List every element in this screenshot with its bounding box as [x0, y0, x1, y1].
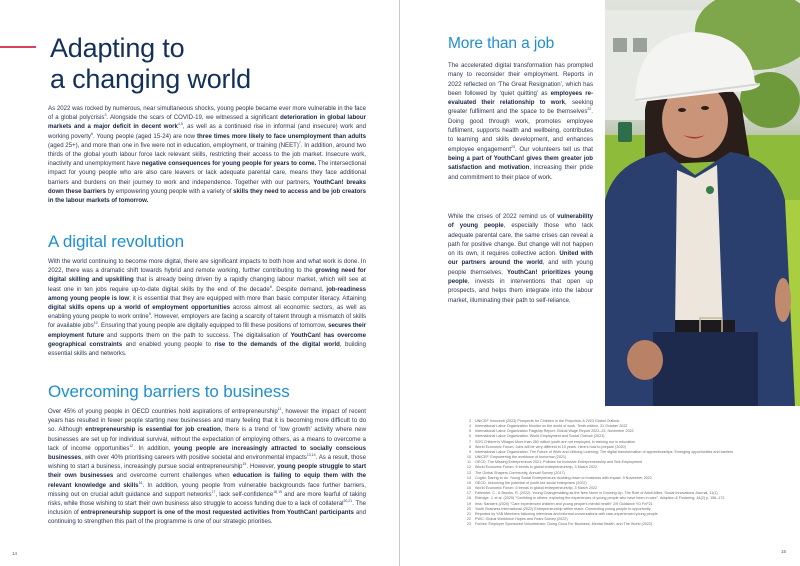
footnote-ref: 9 — [148, 312, 151, 317]
footnote-ref: 12 — [129, 443, 134, 448]
emphasis-text: secures their employment future — [48, 322, 367, 339]
reference-item: 3 UNICEF Innocenti (2023) Prospects for Children in the Polycrisis: A 2023 Global Outlook — [468, 419, 620, 423]
footnote-ref: 3 — [104, 113, 107, 118]
footnote-ref: 13,14 — [306, 452, 316, 457]
emphasis-text: digital skills opens up a world of employment opportunities — [48, 304, 230, 312]
emphasis-text: being a part of YouthCan! gives them greater job satisfaction and motivation — [448, 154, 593, 172]
emphasis-text: rise to the demands of the digital world — [214, 340, 340, 348]
reference-item: 20 Youth Business International (2022) Entrepreneurship within reach: Connecting young people to opportunity — [466, 506, 651, 511]
emphasis-text: entrepreneurship is essential for job creation — [85, 426, 221, 434]
footnote-ref: 6 — [90, 131, 93, 136]
digital-revolution-paragraph: With the world continuing to become more digital, there are significant impacts to both how and what work is done. In 2022, there was a dramatic shift towards hybrid and remote working, further contributing to the growing need for digital skilling and upskilling that is already being driven by a rapidly changing labour market, which will see at least one in ten jobs require up-to-date digital skills by the end of the decade$^8$. Despite demand, job-readiness among young people is low; it is essential that they are equipped with more than basic computer literacy. Attaining digital skills opens up a world of employment opportunities across almost all economic sectors, as well as enabling young people to work online$^9$. However, employers are facing a scarcity of talent through a mismatch of skills for available jobs$^{10}$. Ensuring that young people are digitally equipped to fill these positions of tomorrow, secures their employment future and supports them on the path to success. The digitalisation of YouthCan! has overcome geographical constraints and enabled young people to rise to the demands of the digital world, building essential skills and networks. — [48, 258, 367, 358]
emphasis-text: three times more likely to face unemployment than adults — [197, 132, 367, 140]
right-page — [400, 0, 800, 566]
reference-item: 14 Cogito: Daring to do: Young Social Entrepreneurs doubling down on business with impact, 9 November 2022 — [466, 475, 652, 480]
footnote-ref: 7 — [298, 140, 301, 145]
title-line-1: Adapting to — [50, 33, 185, 63]
footnote-ref: 15 — [242, 462, 247, 467]
reference-item: 13 The Global Shapers Community, Annual Survey (2017) — [466, 470, 565, 475]
page-number-left: 14 — [12, 551, 18, 556]
more-than-a-job-paragraph-1: The accelerated digital transformation has prompted many to reconsider their employment. Reports in 2022 reflected on ‘The Great Resignation’, which has been followed by ‘quiet quitting’ as employees re-evaluated their relationship to work, seeking greater fulfilment and the space to be themselves$^{22}$. Doing good through work, promotes employee fulfilment, supports health and wellbeing, contributes to learning and skills development, and enhances employee engagement$^{23}$. Our volunteers tell us that being a part of YouthCan! gives them greater job satisfaction and motivation, increasing their pride and commitment to their place of work. — [448, 62, 593, 181]
reference-item: 21 Reported by YAB Members following interviews and informal conversations with care-experienced young people — [466, 511, 658, 516]
emphasis-text: young people struggle to start their own businesses — [48, 463, 366, 480]
emphasis-text: young people are increasingly attracted to socially conscious businesses — [48, 444, 366, 462]
emphasis-text: YouthCan! breaks down these barriers — [48, 178, 366, 195]
reference-item: 16 World Economic Forum. 6 trends in global entrepreneurship, 3 March 2022 — [466, 486, 598, 491]
section-heading-digital-revolution: A digital revolution — [48, 232, 184, 251]
footnote-ref: 16 — [138, 480, 143, 485]
reference-item: 6 International Labor Organization. World Employment and Social Outlook (2023) — [468, 434, 605, 439]
section-heading-more-than-a-job: More than a job — [448, 35, 555, 52]
footnote-ref: 18,19 — [273, 489, 282, 494]
footnote-ref: 17 — [211, 489, 216, 494]
reference-item: 8 World Economic Forum. Jobs will be very different in 10 years. Here's how to prepare (2020) — [468, 444, 626, 449]
emphasis-text: vulnerability of young people — [448, 213, 593, 230]
reference-item: 15 OECD. Unlocking the potential of youth-led social enterprises (2022) — [466, 480, 587, 485]
page-title — [50, 33, 251, 95]
reference-item: 17 Fallender, C., & Brooks, R. (2022). Young Changemaking as the New Norm in Growing Up: The Role of Adult Allies. Social Innovations Journal, 11(1) — [466, 491, 718, 496]
reference-item: 5 International Labor Organization Flagship Report. Global Wage Report 2022–23, November 2022 — [468, 429, 634, 434]
footnote-ref: 20,21 — [343, 499, 353, 503]
intro-paragraph: As 2022 was rocked by numerous, near simultaneous shocks, young people became ever more vulnerable in the face of a global polycrisis$^3$. Alongside the scars of COVID-19, we witnessed a significant deterioration in global labour markets and a major deficit in decent work$^{4,5}$, as well as a continued rise in informal (and insecure) work and working poverty$^6$. Young people (aged 15-24) are now three times more likely to face unemployment than adults (aged 25+), and more than one in five were not in education, employment, or training (NEET)$^7$. In addition, around two thirds of the global youth labour force lack relevant skills, restricting their access to the job market. Insecure work, inactivity and unemployment have negative consequences for young people for years to come. The intersectional impact for young people who are also care leavers or lack adequate parental care, means they face additional barriers and burdens on their journey to work and independence. Together with our partners, YouthCan! breaks down these barriers by empowering young people with a variety of skills they need to access and be job creators in the labour markets of tomorrow. — [48, 105, 367, 205]
emphasis-text: YouthCan! has overcome geographical constraints — [48, 331, 366, 348]
footnote-ref: 11 — [277, 406, 282, 411]
footnote-ref: 10 — [93, 321, 98, 326]
emphasis-text: YouthCan! prioritizes young people — [448, 268, 593, 286]
emphasis-text: entrepreneurship support is one of the most requested activities from YouthCan! participants — [80, 509, 354, 517]
reference-item: 4 International Labor Organization Monitor on the world of work. Tenth edition, 31 October 2022 — [468, 424, 628, 429]
reference-item: 7 SOS Children's Villages More than 280 million youth are not employed, in training nor in education — [468, 439, 636, 444]
footnote-ref: 22 — [587, 107, 592, 112]
page-number-right: 15 — [780, 549, 786, 554]
emphasis-text: skills they need to access and be job creators in the labour markets of tomorrow. — [48, 187, 367, 205]
accent-line — [0, 46, 36, 48]
emphasis-text: negative consequences for young people for years to come. — [141, 160, 317, 168]
title-line-2: a changing world — [50, 64, 251, 94]
reference-item: 23 Forbes: Employer Sponsored Volunteerism: Doing Good For Business, Mental Health, and The World (2022) — [466, 522, 653, 527]
emphasis-text: education is failing to equip them with the relevant knowledge and skills — [48, 472, 366, 489]
reference-item: 18 Eldridge, J. et al. (2020) "Confiding in others: exploring the experiences of young people who have been in care". Adoption & Fostering, 44(2) p. 156–172 — [466, 496, 725, 501]
footnote-ref: 23 — [511, 144, 515, 149]
reference-item: 19 Iriss: Sanders (2020) "Care experienced children and young people's mental health" 2/9 Guidance YD FnF21 — [466, 501, 653, 506]
reference-item: 11 OECD. The Missing Entrepreneurs 2021: Policies for Inclusive Entrepreneurship and Self-Employment — [467, 460, 643, 465]
photo-illustration-icon — [605, 0, 800, 406]
footnote-ref: 8 — [269, 284, 272, 289]
reference-item: 9 International Labor Organization. The Future of Work and Lifelong Learning: The digital transformation of apprenticeships: Emerging opportunities and barriers — [468, 449, 734, 454]
emphasis-text: job-readiness among young people is low — [48, 285, 366, 302]
emphasis-text: growing need for digital skilling and upskilling — [48, 267, 366, 284]
portrait-photo — [605, 0, 800, 406]
references-list — [462, 419, 792, 527]
more-than-a-job-paragraph-2: While the crises of 2022 remind us of vulnerability of young people, especially those who lack adequate parental care, the same crises can reveal a path for positive change. But change will not happen on its own, it requires collective action. United with our partners around the world, and with young people themselves, YouthCan! prioritizes young people, invests in interventions that open up prospects, and helps them integrate into the labour market, illuminating their path to self-reliance. — [448, 213, 593, 304]
reference-item: 22 PWC: Global Workforce Hopes and Fears Survey (2022) — [466, 516, 568, 521]
overcoming-barriers-paragraph: Over 45% of young people in OECD countries hold aspirations of entrepreneurship$^{11}$, however the impact of recent years has resulted in fewer people starting new businesses and many feeling that it is becoming more difficult to do so. Although entrepreneurship is essential for job creation, there is a trend of ‘low growth’ activity where new businesses are set up for individual survival, without the expectation of employing others, as a means to overcome a lack of income opportunities$^{12}$. In addition, young people are increasingly attracted to socially conscious businesses, with over 40% prioritising careers with positive societal and environmental impacts$^{13,14}$. As a result, those wishing to start a business, increasingly pursue social entrepreneurship$^{15}$. However, young people struggle to start their own businesses and overcome current challenges when education is failing to equip them with the relevant knowledge and skills$^{16}$. In addition, young people from vulnerable backgrounds face further barriers, missing out on crucial adult guidance and support networks$^{17}$, lack self-confidence$^{18,19}$ and are more fearful of taking risks, while those wishing to start their own business also struggle to access funding due to a lack of collateral$^{20,21}$. The inclusion of entrepreneurship support is one of the most requested activities from YouthCan! participants and continuing to strengthen this part of the programme is one of our strategic priorities. — [48, 406, 367, 526]
footnote-ref: 4,5 — [177, 122, 183, 127]
reference-item: 10 UNICEF. Empowering the workforce of tomorrow (2021) — [466, 455, 567, 460]
section-heading-overcoming-barriers: Overcoming barriers to business — [48, 382, 290, 401]
emphasis-text: deterioration in global labour markets and a major deficit in decent work — [48, 114, 366, 131]
emphasis-text: employees re-evaluated their relationship to work — [448, 89, 593, 107]
reference-item: 12 World Economic Forum. 6 trends in global entrepreneurship, 3 March 2022 — [466, 465, 598, 470]
emphasis-text: United with our partners around the world — [448, 250, 593, 267]
